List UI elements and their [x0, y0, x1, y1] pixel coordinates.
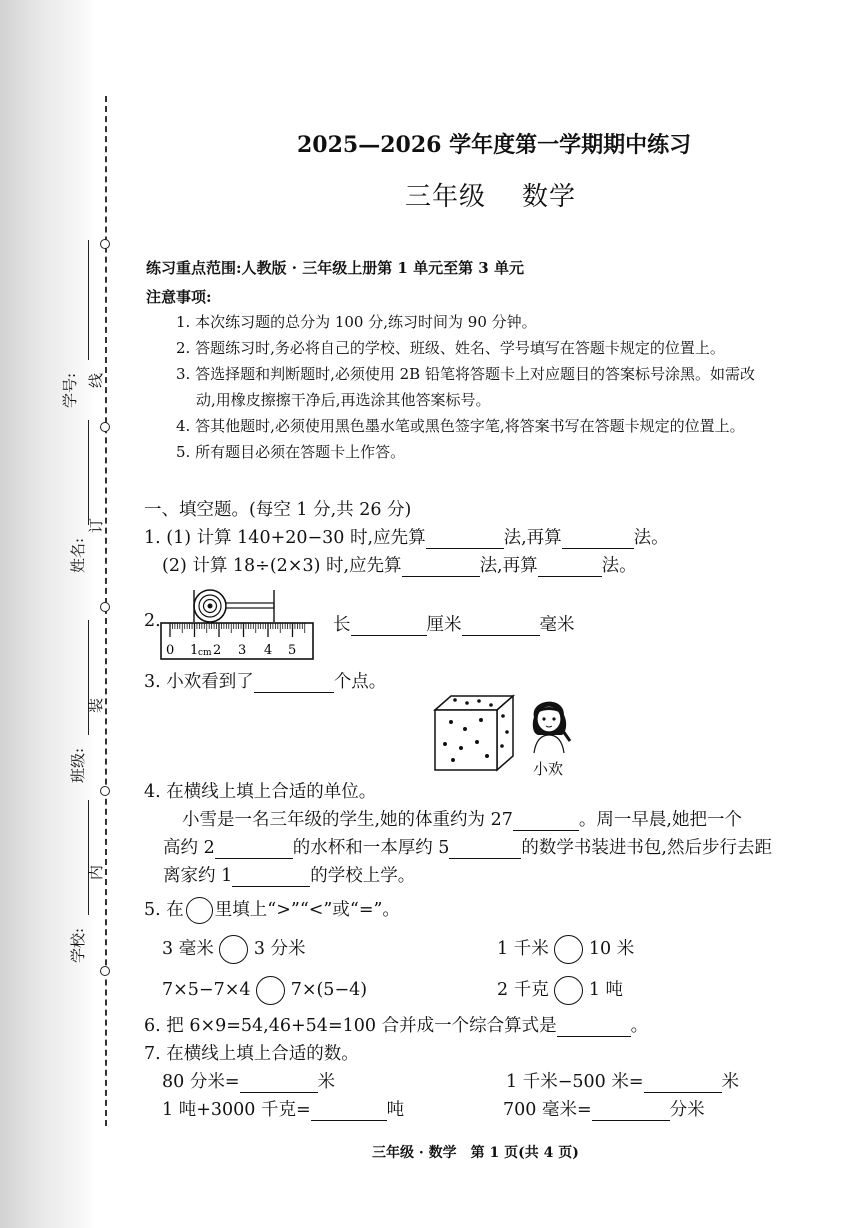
ruler-label-2: 2: [213, 643, 222, 658]
girl-caption: 小欢: [533, 760, 564, 778]
ruler-label-5: 5: [288, 643, 297, 658]
q1-line1-text-a: 1. (1) 计算 140+20−30 时,应先算: [144, 528, 426, 548]
ruler-snail-figure: [160, 580, 316, 662]
q3-line: [144, 668, 386, 693]
school-label: 学校:: [69, 927, 88, 964]
q5-item: [162, 976, 367, 1005]
notes-heading: 注意事项:: [146, 288, 212, 306]
q4-paragraph-line3: [163, 862, 415, 887]
q7-item: [503, 1096, 705, 1121]
q7-item: [162, 1096, 404, 1121]
q4-paragraph-line2: [163, 834, 772, 859]
q5-right: 3 分米: [253, 939, 306, 959]
note-item: 4. 答其他题时,必须使用黑色墨水笔或黑色签字笔,将答案书写在答题卡规定的位置上。: [176, 417, 745, 435]
q5-left: 1 千米: [497, 939, 549, 959]
binding-hole: [100, 422, 110, 432]
note-item: 3. 答选择题和判断题时,必须使用 2B 铅笔将答题卡上对应题目的答案标号涂黑。如需改: [176, 365, 755, 383]
class-line: [88, 620, 89, 735]
q1-blank[interactable]: [562, 530, 634, 549]
page-edge-shadow: [0, 0, 96, 1228]
q5-right: 10 米: [588, 939, 635, 959]
q1-line2-text-b: 法,再算: [479, 556, 538, 576]
q2-text-b: 厘米: [426, 615, 462, 635]
student-id-line: [88, 240, 89, 360]
q4-text: 小雪是一名三年级的学生,她的体重约为 27: [182, 810, 513, 830]
dotted-cube-figure: [433, 694, 517, 774]
section1-title: 一、填空题。(每空 1 分,共 26 分): [144, 500, 412, 520]
student-id-label: 学号:: [61, 372, 80, 409]
q5-title: [144, 896, 400, 924]
ruler-label-4: 4: [264, 643, 273, 658]
q1-line1-text-c: 法。: [633, 528, 669, 548]
q1-line1: [144, 524, 669, 549]
q7-right: 吨: [386, 1100, 405, 1120]
q4-text: 高约 2: [163, 838, 215, 858]
q6-line: [144, 1012, 648, 1037]
note-item: 动,用橡皮擦擦干净后,再选涂其他答案标号。: [196, 391, 491, 409]
q1-line1-text-b: 法,再算: [503, 528, 562, 548]
q4-text: 。周一早晨,她把一个: [578, 810, 742, 830]
q2-answer-line: [333, 611, 575, 636]
q4-blank-weight[interactable]: [513, 812, 579, 831]
q5-title-text: 里填上“>”“<”或“=”。: [214, 900, 400, 920]
q5-right: 7×(5−4): [290, 980, 368, 1000]
binding-hole: [100, 966, 110, 976]
q5-left: 3 毫米: [162, 939, 214, 959]
scope-text: 练习重点范围:人教版 · 三年级上册第 1 单元至第 3 单元: [146, 259, 524, 277]
q4-blank-cup[interactable]: [215, 840, 293, 859]
ruler-label-cm: cm: [198, 648, 212, 658]
q5-left: 7×5−7×4: [162, 980, 251, 1000]
q5-right: 1 吨: [588, 980, 624, 1000]
class-label: 班级:: [69, 747, 88, 784]
q4-blank-book[interactable]: [449, 840, 521, 859]
q1-line2-text-a: (2) 计算 18÷(2×3) 时,应先算: [162, 556, 402, 576]
cut-mark-zhuang: 装: [87, 697, 106, 714]
q1-line2-text-c: 法。: [601, 556, 637, 576]
q6-text: 6. 把 6×9=54,46+54=100 合并成一个综合算式是: [144, 1016, 557, 1036]
compare-circle[interactable]: [554, 976, 583, 1005]
q7-item: [506, 1068, 739, 1093]
note-item: 2. 答题练习时,务必将自己的学校、班级、姓名、学号填写在答题卡规定的位置上。: [176, 339, 725, 357]
compare-circle[interactable]: [219, 935, 248, 964]
subtitle-grade: 三年级: [405, 182, 487, 212]
q7-left: 1 吨+3000 千克=: [162, 1100, 311, 1120]
q4-text: 离家约 1: [163, 866, 233, 886]
q7-left: 80 分米=: [162, 1072, 240, 1092]
snail-candy-icon: [194, 590, 274, 622]
ruler-label-1: 1: [190, 643, 199, 658]
q7-item: [162, 1068, 335, 1093]
q7-blank[interactable]: [592, 1102, 670, 1121]
q4-text: 的学校上学。: [310, 866, 416, 886]
q2-blank-mm[interactable]: [462, 617, 540, 636]
q2-text-a: 长: [333, 615, 351, 635]
school-line: [88, 800, 89, 915]
q4-text: 的水杯和一本厚约 5: [292, 838, 450, 858]
binding-hole: [100, 602, 110, 612]
q7-right: 分米: [669, 1100, 705, 1120]
q7-title: 7. 在横线上填上合适的数。: [144, 1044, 359, 1064]
q1-line2: [162, 552, 637, 577]
binding-hole: [100, 239, 110, 249]
note-item: 5. 所有题目必须在答题卡上作答。: [176, 443, 406, 461]
exam-title: 2025—2026 学年度第一学期期中练习: [297, 132, 692, 158]
q3-text-b: 个点。: [333, 672, 387, 692]
compare-circle[interactable]: [256, 976, 285, 1005]
q5-left: 2 千克: [497, 980, 549, 1000]
q7-blank[interactable]: [644, 1074, 722, 1093]
q4-paragraph-line1: [182, 806, 742, 831]
q7-right: 米: [721, 1072, 739, 1092]
q2-blank-cm[interactable]: [351, 617, 427, 636]
name-label: 姓名:: [69, 537, 88, 574]
q5-title-text: 5. 在: [144, 900, 184, 920]
q4-blank-distance[interactable]: [232, 868, 310, 887]
q5-item: [497, 976, 623, 1005]
subtitle-subject: 数学: [522, 182, 577, 212]
q4-text: 的数学书装进书包,然后步行去距: [521, 838, 772, 858]
q3-text-a: 3. 小欢看到了: [144, 672, 254, 692]
cut-mark-nei: 内: [87, 864, 106, 881]
q7-blank[interactable]: [240, 1074, 318, 1093]
q6-blank[interactable]: [557, 1018, 631, 1037]
q1-blank[interactable]: [402, 558, 480, 577]
girl-xiaohuan-figure: [520, 693, 580, 755]
q7-blank[interactable]: [311, 1102, 387, 1121]
q5-item: [162, 935, 306, 964]
ruler-label-3: 3: [238, 643, 247, 658]
cut-mark-ding: 订: [87, 517, 106, 534]
ruler-label-0: 0: [166, 643, 175, 658]
sample-circle: [186, 897, 213, 924]
note-item: 1. 本次练习题的总分为 100 分,练习时间为 90 分钟。: [176, 313, 537, 331]
q5-item: [497, 935, 634, 964]
binding-hole: [100, 786, 110, 796]
q4-title: 4. 在横线上填上合适的单位。: [144, 782, 377, 802]
q6-text: 。: [630, 1016, 649, 1036]
q2-text-c: 毫米: [539, 615, 575, 635]
cut-mark-xian: 线: [87, 372, 106, 389]
q7-right: 米: [317, 1072, 335, 1092]
q2-number: 2.: [144, 611, 161, 631]
q7-left: 1 千米−500 米=: [506, 1072, 644, 1092]
q1-blank[interactable]: [538, 558, 602, 577]
name-line: [88, 420, 89, 525]
page-footer: 三年级 · 数学 第 1 页(共 4 页): [372, 1145, 579, 1161]
q1-blank[interactable]: [426, 530, 504, 549]
compare-circle[interactable]: [554, 935, 583, 964]
q7-left: 700 毫米=: [503, 1100, 592, 1120]
q3-blank[interactable]: [254, 674, 334, 693]
